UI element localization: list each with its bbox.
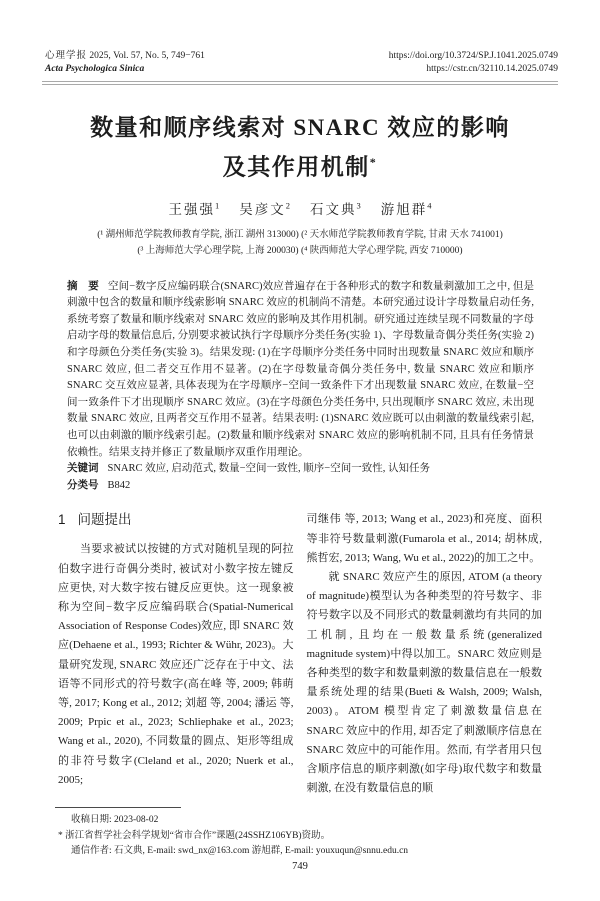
- header-double-rule: [42, 81, 558, 85]
- abstract-label: 摘 要: [67, 280, 99, 292]
- author-4: [381, 198, 432, 218]
- classification-label: 分类号: [67, 479, 99, 491]
- abstract-text: 空间−数字反应编码联合(SNARC)效应普遍存在于各种形式的数字和数量刺激加工之中, 但是刺激中包含的数量和顺序线索影响 SNARC 效应的机制尚不清楚。本研究通过设计字母数量启动任务, 系统考察了数量和顺序线索对 SNARC 效应的影响及其作用机制。研究通过连续呈现不同数量的字母启动字母的数量信息后, 分别要求被试执行字母顺序分类任务(实验 1)、字母数量奇偶分类任务(实验 2)和字母颜色分类任务(实验 3)。结果发现: (1)在字母顺序分类任务中同时出现数量 SNARC 效应和顺序 SNARC 效应, 但二者交互作用不显著。(2)在字母数量奇偶分类任务中, 数量 SNARC 效应和顺序 SNARC 交互效应显著, 具体表现为在字母顺序−空间一致条件下才出现数量 SNARC 效应, 在数量−空间一致条件下才出现顺序 SNARC 效应。(3)在字母颜色分类任务中, 只出现顺序 SNARC 效应, 未出现数量 SNARC 效应, 且两者交互作用不显著。结果表明: (1)SNARC 效应既可以由刺激的数量线索引起, 也可以由刺激的顺序线索引起。(2)数量和顺序线索对 SNARC 效应的影响机制不同, 且具有任务情景依赖性。结果支持并修正了数量顺序双重作用理论。: [67, 280, 534, 458]
- author-1-name: 王强强: [168, 201, 215, 217]
- journal-name-cn: 心理学报: [45, 51, 88, 61]
- author-2-sup: 2: [285, 200, 290, 211]
- section-1-number: 1: [58, 512, 66, 528]
- journal-header-left: [45, 50, 205, 76]
- author-list: [0, 198, 600, 218]
- right-column-paragraph-2: 就 SNARC 效应产生的原因, ATOM (a theory of magnitude)模型认为各种类型的符号数字、非符号数字以及不同形式的数量刺激均有共同的加工机制, 且均在一般数量系统(generalized magnitude system)中得以加工。SNARC 效应则是各种类型的数字和数量刺激的数量信息在一般数量系统处理的结果(Bueti & Walsh, 2009; Walsh, 2003)。ATOM 模型肯定了刺激数量信息在 SNARC 效应中的作用, 却否定了刺激顺序信息在 SNARC 效应中的可能作用。然而, 有学者用只包含顺序信息的顺序刺激(如字母)取代数字和数量刺激, 在没有数量信息的顺: [306, 570, 542, 795]
- body-columns: [58, 510, 542, 798]
- page-number: 749: [292, 860, 308, 872]
- paper-title-line2-text: 及其作用机制: [222, 154, 370, 180]
- section-1-heading: [58, 510, 294, 530]
- author-1-sup: 1: [215, 200, 220, 211]
- keywords-line: [67, 461, 534, 478]
- doi-link: https://doi.org/10.3724/SP.J.1041.2025.0749: [388, 51, 558, 61]
- right-column: [307, 510, 543, 798]
- journal-issue-line: [45, 50, 205, 63]
- journal-issue-info: 2025, Vol. 57, No. 5, 749−761: [89, 51, 205, 61]
- abstract-paragraph: [67, 279, 534, 462]
- footnote-block: [58, 813, 540, 860]
- correspondence-note: 通信作者: 石文典, E-mail: swd_nx@163.com 游旭群, E-mail: youxuqun@snnu.edu.cn: [71, 846, 409, 857]
- journal-name-en: Acta Psychologica Sinica: [45, 64, 145, 74]
- funding-asterisk: *: [58, 830, 63, 841]
- funding-note: [58, 829, 540, 845]
- author-4-name: 游旭群: [380, 201, 428, 217]
- paper-title: [0, 110, 600, 185]
- journal-header-right: [389, 50, 558, 76]
- author-2-name: 吴彦文: [239, 201, 286, 217]
- footnote-separator-rule: [55, 807, 181, 808]
- right-column-continuation: 司继伟 等, 2013; Wang et al., 2023)和亮度、面积等非符号数量刺激(Fumarola et al., 2014; 胡林成, 熊哲宏, 2013; Wang, Wu et al., 2022)的加工之中。: [306, 513, 542, 564]
- author-3-sup: 3: [356, 200, 361, 211]
- affiliation-line-1: (¹ 湖州师范学院教师教育学院, 浙江 湖州 313000) (² 天水师范学院教师教育学院, 甘肃 天水 741001): [97, 229, 503, 240]
- author-2: [239, 198, 290, 218]
- cstr-link: https://cstr.cn/32110.14.2025.0749: [426, 64, 558, 74]
- title-footnote-mark: *: [369, 155, 378, 169]
- paper-title-line1: 数量和顺序线索对 SNARC 效应的影响: [90, 115, 510, 140]
- keywords-label: 关键词: [67, 463, 99, 475]
- author-3: [310, 198, 361, 218]
- funding-text: 浙江省哲学社会科学规划“省市合作”课题(24SSHZ106YB)资助。: [65, 830, 331, 841]
- author-1: [169, 198, 220, 218]
- affiliations: [0, 227, 600, 259]
- paper-title-line2: [0, 145, 600, 185]
- journal-header: [45, 50, 558, 76]
- received-date: 收稿日期: 2023-08-02: [71, 815, 159, 826]
- paper-page: [0, 50, 600, 901]
- affiliation-line-2: (³ 上海师范大学心理学院, 上海 200030) (⁴ 陕西师范大学心理学院, 西安 710000): [137, 245, 463, 256]
- author-3-name: 石文典: [310, 201, 357, 217]
- left-column-paragraph: 当要求被试以按键的方式对随机呈现的阿拉伯数字进行奇偶分类时, 被试对小数字按左键反应更快, 对大数字按右键反应更快。这一现象被称为空间−数字反应编码联合(Spatial-Numerical Association of Response Codes)效应, 即 SNARC 效应(Dehaene et al., 1993; Richter & Wühr, 2023)。大量研究发现, SNARC 效应还广泛存在于中文、法语等不同形式的符号数字(高在峰 等, 2009; 韩萌 等, 2017; Kong et al., 2012; 刘超 等, 2004; 潘运 等, 2009; Prpic et al., 2023; Schliephake et al., 2023; Wang et al., 2020), 不同数量的圆点、矩形等组成的非符号数字(Cleland et al., 2020; Nuerk et al., 2005;: [58, 543, 294, 786]
- keywords-text: SNARC 效应, 启动范式, 数量−空间一致性, 顺序−空间一致性, 认知任务: [107, 463, 430, 475]
- author-4-sup: 4: [427, 200, 432, 211]
- section-1-title: 问题提出: [77, 512, 132, 528]
- left-column: [58, 510, 294, 790]
- classification-line: [67, 478, 534, 495]
- classification-value: B842: [107, 479, 131, 491]
- abstract-block: [67, 279, 534, 495]
